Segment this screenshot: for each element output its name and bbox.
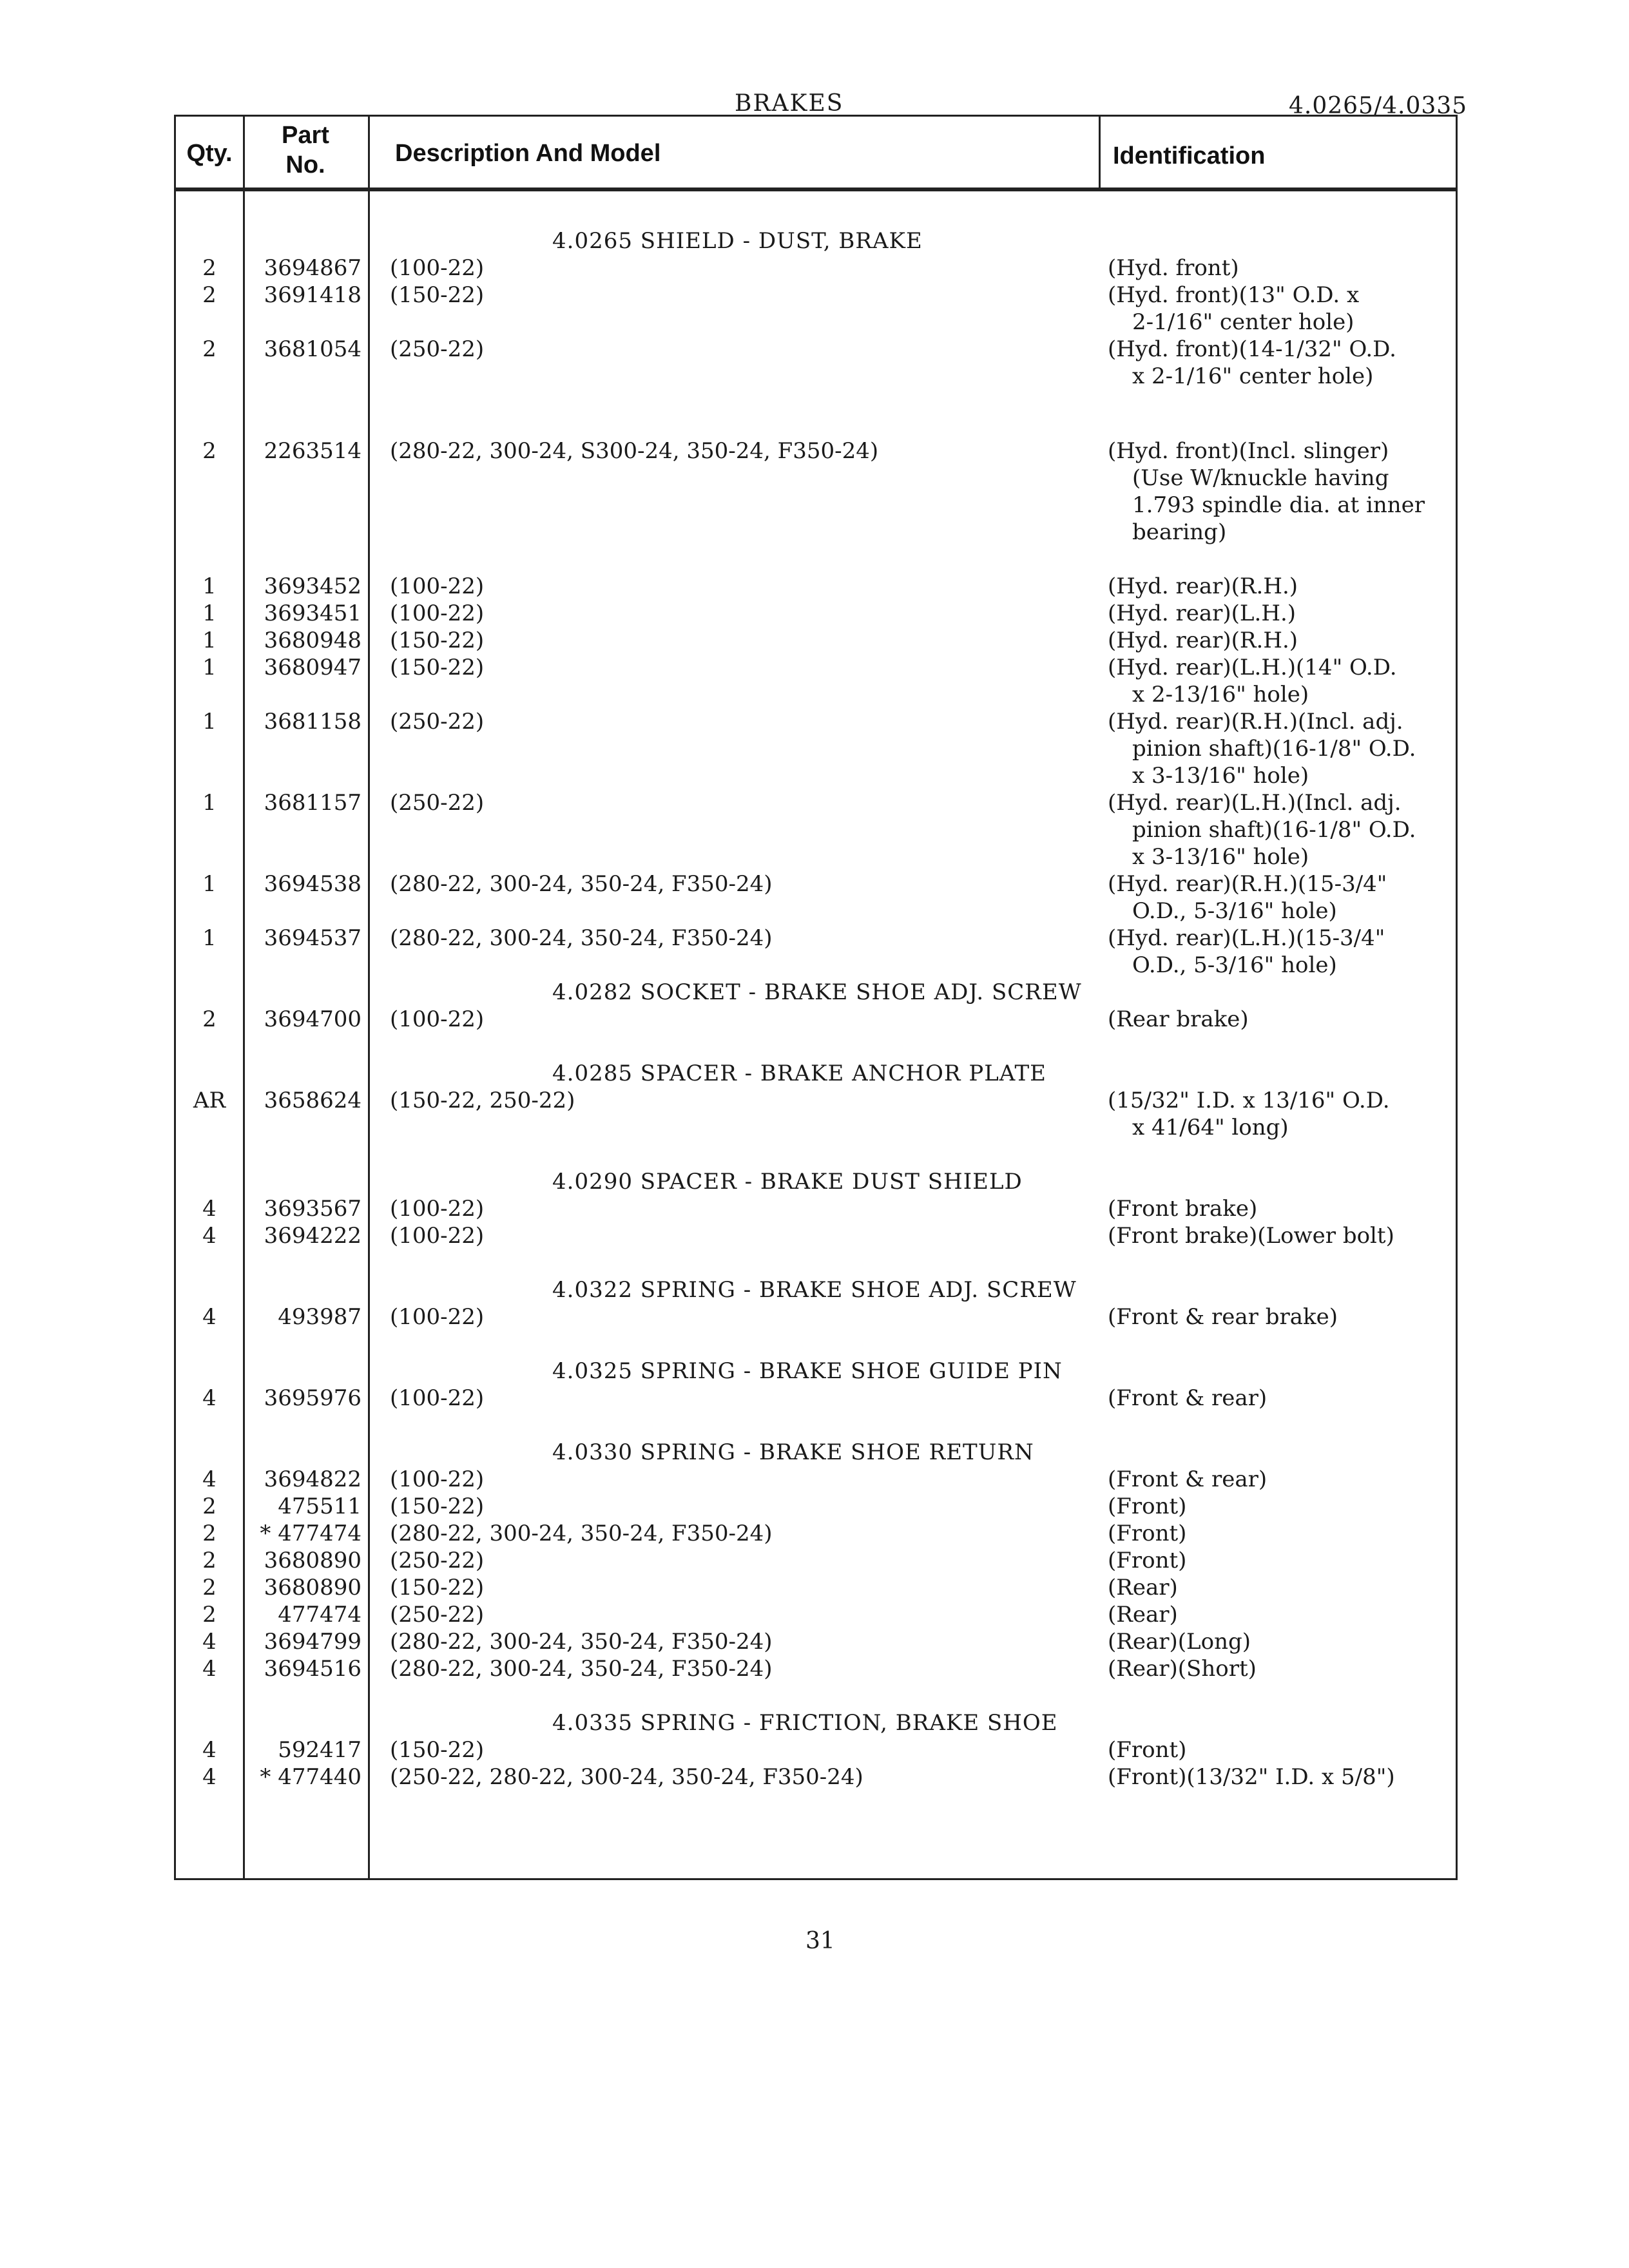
identification-continuation-row bbox=[176, 762, 1456, 789]
group-heading: 4.0330 SPRING - BRAKE SHOE RETURN bbox=[552, 1439, 1034, 1465]
identification-continuation-row bbox=[176, 681, 1456, 708]
part-no-cell: 3694799 bbox=[264, 1629, 361, 1655]
description-cell: (100-22) bbox=[390, 1196, 485, 1222]
identification-cell: O.D., 5-3/16" hole) bbox=[1132, 952, 1337, 978]
qty-cell: 2 bbox=[202, 1602, 217, 1628]
description-cell: (100-22) bbox=[390, 573, 485, 599]
group-heading-row bbox=[176, 1060, 1456, 1087]
qty-cell: 1 bbox=[202, 655, 217, 680]
description-cell: (280-22, 300-24, 350-24, F350-24) bbox=[390, 871, 773, 897]
part-no-cell: 3694700 bbox=[264, 1006, 361, 1032]
identification-cell: (Hyd. front)(14-1/32" O.D. bbox=[1108, 336, 1396, 362]
table-row bbox=[176, 1493, 1456, 1520]
qty-cell: 4 bbox=[202, 1737, 217, 1763]
qty-cell: 4 bbox=[202, 1764, 217, 1790]
part-no-cell: 3694538 bbox=[264, 871, 361, 897]
part-no-cell: 3694537 bbox=[264, 925, 361, 951]
identification-cell: (Rear brake) bbox=[1108, 1006, 1249, 1032]
identification-cell: (Front) bbox=[1108, 1548, 1187, 1573]
table-row bbox=[176, 870, 1456, 898]
group-heading-row bbox=[176, 1168, 1456, 1195]
table-row bbox=[176, 1763, 1456, 1791]
table-row bbox=[176, 1520, 1456, 1547]
identification-cell: x 3-13/16" hole) bbox=[1132, 763, 1309, 789]
description-cell: (280-22, 300-24, 350-24, F350-24) bbox=[390, 1521, 773, 1546]
qty-cell: 2 bbox=[202, 1006, 217, 1032]
group-heading: 4.0285 SPACER - BRAKE ANCHOR PLATE bbox=[552, 1061, 1046, 1086]
table-row bbox=[176, 1303, 1456, 1331]
table-row bbox=[176, 1466, 1456, 1493]
qty-cell: 2 bbox=[202, 438, 217, 464]
part-no-cell: 3693567 bbox=[264, 1196, 361, 1222]
section-code: 4.0265/4.0335 bbox=[1289, 93, 1468, 119]
identification-cell: (Hyd. rear)(R.H.)(15-3/4" bbox=[1108, 871, 1387, 897]
description-cell: (100-22) bbox=[390, 601, 485, 626]
identification-cell: 1.793 spindle dia. at inner bbox=[1132, 492, 1425, 518]
part-no-cell: 3680890 bbox=[264, 1548, 361, 1573]
table-row bbox=[176, 336, 1456, 363]
table-row bbox=[176, 1628, 1456, 1655]
description-cell: (250-22, 280-22, 300-24, 350-24, F350-24) bbox=[390, 1764, 863, 1790]
part-no-cell: 2263514 bbox=[264, 438, 361, 464]
identification-continuation-row bbox=[176, 816, 1456, 843]
qty-cell: 4 bbox=[202, 1304, 217, 1330]
qty-cell: 4 bbox=[202, 1629, 217, 1655]
part-no-cell: 592417 bbox=[278, 1737, 361, 1763]
table-row bbox=[176, 708, 1456, 735]
group-heading-row bbox=[176, 1709, 1456, 1736]
part-no-cell: 3693451 bbox=[264, 601, 361, 626]
table-row bbox=[176, 1601, 1456, 1628]
identification-cell: (Hyd. front)(Incl. slinger) bbox=[1108, 438, 1389, 464]
group-heading: 4.0290 SPACER - BRAKE DUST SHIELD bbox=[552, 1169, 1023, 1195]
description-cell: (150-22) bbox=[390, 1575, 485, 1600]
description-cell: (280-22, 300-24, 350-24, F350-24) bbox=[390, 925, 773, 951]
description-cell: (150-22) bbox=[390, 282, 485, 308]
table-row bbox=[176, 1736, 1456, 1763]
description-cell: (100-22) bbox=[390, 1385, 485, 1411]
table-row bbox=[176, 282, 1456, 309]
table-row bbox=[176, 1655, 1456, 1682]
identification-cell: x 41/64" long) bbox=[1132, 1115, 1289, 1140]
qty-cell: 2 bbox=[202, 282, 217, 308]
identification-cell: (Rear)(Short) bbox=[1108, 1656, 1257, 1682]
identification-cell: x 2-13/16" hole) bbox=[1132, 682, 1309, 707]
group-heading: 4.0265 SHIELD - DUST, BRAKE bbox=[552, 228, 923, 254]
part-no-cell: 3695976 bbox=[264, 1385, 361, 1411]
part-no-cell: 3680948 bbox=[264, 628, 361, 653]
part-no-cell: 3681054 bbox=[264, 336, 361, 362]
identification-cell: pinion shaft)(16-1/8" O.D. bbox=[1132, 817, 1416, 843]
identification-cell: (Hyd. rear)(R.H.) bbox=[1108, 573, 1298, 599]
identification-cell: (Rear) bbox=[1108, 1575, 1178, 1600]
identification-continuation-row bbox=[176, 363, 1456, 390]
qty-cell: 1 bbox=[202, 573, 217, 599]
qty-cell: 2 bbox=[202, 1575, 217, 1600]
identification-continuation-row bbox=[176, 898, 1456, 925]
identification-cell: (Front & rear brake) bbox=[1108, 1304, 1338, 1330]
identification-cell: (Use W/knuckle having bbox=[1132, 465, 1389, 491]
part-no-cell: 3694822 bbox=[264, 1466, 361, 1492]
identification-cell: (Hyd. rear)(R.H.)(Incl. adj. bbox=[1108, 709, 1403, 735]
identification-cell: (Front brake)(Lower bolt) bbox=[1108, 1223, 1394, 1249]
part-no-cell: * 477474 bbox=[260, 1521, 361, 1546]
identification-cell: (15/32" I.D. x 13/16" O.D. bbox=[1108, 1088, 1390, 1113]
identification-continuation-row bbox=[176, 735, 1456, 762]
qty-cell: AR bbox=[193, 1088, 226, 1113]
description-cell: (250-22) bbox=[390, 1548, 485, 1573]
description-cell: (150-22, 250-22) bbox=[390, 1088, 575, 1113]
qty-cell: 1 bbox=[202, 628, 217, 653]
table-row bbox=[176, 600, 1456, 627]
table-row bbox=[176, 1195, 1456, 1222]
qty-cell: 2 bbox=[202, 336, 217, 362]
table-row bbox=[176, 573, 1456, 600]
part-no-cell: 3694222 bbox=[264, 1223, 361, 1249]
part-no-cell: 493987 bbox=[278, 1304, 361, 1330]
table-row bbox=[176, 789, 1456, 816]
identification-cell: (Hyd. front) bbox=[1108, 255, 1239, 281]
description-cell: (280-22, 300-24, 350-24, F350-24) bbox=[390, 1656, 773, 1682]
qty-cell: 4 bbox=[202, 1466, 217, 1492]
identification-cell: (Hyd. front)(13" O.D. x bbox=[1108, 282, 1360, 308]
identification-cell: x 3-13/16" hole) bbox=[1132, 844, 1309, 870]
identification-continuation-row bbox=[176, 843, 1456, 870]
part-no-cell: 3693452 bbox=[264, 573, 361, 599]
qty-cell: 1 bbox=[202, 925, 217, 951]
part-no-cell: 3658624 bbox=[264, 1088, 361, 1113]
group-heading: 4.0335 SPRING - FRICTION, BRAKE SHOE bbox=[552, 1710, 1058, 1736]
description-cell: (100-22) bbox=[390, 1466, 485, 1492]
part-no-cell: 3680890 bbox=[264, 1575, 361, 1600]
identification-cell: (Hyd. rear)(L.H.) bbox=[1108, 601, 1296, 626]
part-no-cell: 3691418 bbox=[264, 282, 361, 308]
identification-cell: (Front) bbox=[1108, 1521, 1187, 1546]
qty-cell: 1 bbox=[202, 790, 217, 816]
description-cell: (150-22) bbox=[390, 1494, 485, 1519]
description-cell: (150-22) bbox=[390, 655, 485, 680]
qty-column-header: Qty. bbox=[186, 140, 233, 167]
qty-cell: 2 bbox=[202, 1494, 217, 1519]
description-cell: (100-22) bbox=[390, 1304, 485, 1330]
description-cell: (250-22) bbox=[390, 1602, 485, 1628]
description-cell: (100-22) bbox=[390, 1223, 485, 1249]
identification-cell: (Hyd. rear)(L.H.)(14" O.D. bbox=[1108, 655, 1397, 680]
group-heading: 4.0325 SPRING - BRAKE SHOE GUIDE PIN bbox=[552, 1358, 1063, 1384]
group-heading-row bbox=[176, 1276, 1456, 1303]
identification-cell: O.D., 5-3/16" hole) bbox=[1132, 898, 1337, 924]
identification-continuation-row bbox=[176, 492, 1456, 519]
table-row bbox=[176, 1222, 1456, 1249]
description-column-header: Description And Model bbox=[395, 140, 661, 167]
qty-cell: 1 bbox=[202, 601, 217, 626]
table-row bbox=[176, 627, 1456, 654]
identification-cell: (Hyd. rear)(R.H.) bbox=[1108, 628, 1298, 653]
part-no-cell: 3694516 bbox=[264, 1656, 361, 1682]
qty-cell: 1 bbox=[202, 871, 217, 897]
table-row bbox=[176, 437, 1456, 465]
qty-cell: 1 bbox=[202, 709, 217, 735]
description-cell: (280-22, 300-24, S300-24, 350-24, F350-24) bbox=[390, 438, 879, 464]
identification-cell: (Front & rear) bbox=[1108, 1466, 1268, 1492]
part-no-cell: 477474 bbox=[278, 1602, 361, 1628]
identification-cell: bearing) bbox=[1132, 519, 1227, 545]
group-heading-row bbox=[176, 1358, 1456, 1385]
group-heading-row bbox=[176, 1439, 1456, 1466]
table-row bbox=[176, 925, 1456, 952]
identification-cell: (Hyd. rear)(L.H.)(Incl. adj. bbox=[1108, 790, 1402, 816]
part-no-column-header bbox=[243, 120, 368, 180]
qty-cell: 2 bbox=[202, 1548, 217, 1573]
group-heading: 4.0322 SPRING - BRAKE SHOE ADJ. SCREW bbox=[552, 1277, 1077, 1303]
identification-cell: (Front) bbox=[1108, 1737, 1187, 1763]
section-title: BRAKES bbox=[735, 90, 844, 117]
identification-continuation-row bbox=[176, 1114, 1456, 1141]
qty-cell: 2 bbox=[202, 255, 217, 281]
table-row bbox=[176, 1087, 1456, 1114]
description-cell: (100-22) bbox=[390, 1006, 485, 1032]
qty-cell: 4 bbox=[202, 1656, 217, 1682]
table-row bbox=[176, 1385, 1456, 1412]
identification-continuation-row bbox=[176, 952, 1456, 979]
group-heading-row bbox=[176, 227, 1456, 255]
qty-cell: 4 bbox=[202, 1223, 217, 1249]
part-no-cell: 475511 bbox=[278, 1494, 361, 1519]
part-no-cell: 3680947 bbox=[264, 655, 361, 680]
page-number: 31 bbox=[805, 1928, 835, 1954]
parts-table bbox=[174, 115, 1458, 1880]
identification-cell: (Rear)(Long) bbox=[1108, 1629, 1251, 1655]
table-row bbox=[176, 1006, 1456, 1033]
part-no-cell: 3681157 bbox=[264, 790, 361, 816]
identification-column-header: Identification bbox=[1113, 142, 1266, 169]
table-row bbox=[176, 255, 1456, 282]
identification-continuation-row bbox=[176, 519, 1456, 546]
part-no-cell: 3681158 bbox=[264, 709, 361, 735]
identification-continuation-row bbox=[176, 309, 1456, 336]
table-row bbox=[176, 1574, 1456, 1601]
qty-cell: 2 bbox=[202, 1521, 217, 1546]
identification-cell: (Front)(13/32" I.D. x 5/8") bbox=[1108, 1764, 1395, 1790]
identification-continuation-row bbox=[176, 465, 1456, 492]
identification-cell: pinion shaft)(16-1/8" O.D. bbox=[1132, 736, 1416, 762]
qty-cell: 4 bbox=[202, 1385, 217, 1411]
identification-cell: (Front brake) bbox=[1108, 1196, 1258, 1222]
identification-cell: (Hyd. rear)(L.H.)(15-3/4" bbox=[1108, 925, 1385, 951]
description-cell: (150-22) bbox=[390, 628, 485, 653]
description-cell: (100-22) bbox=[390, 255, 485, 281]
column-divider bbox=[1099, 117, 1101, 187]
qty-cell: 4 bbox=[202, 1196, 217, 1222]
identification-cell: (Front) bbox=[1108, 1494, 1187, 1519]
description-cell: (280-22, 300-24, 350-24, F350-24) bbox=[390, 1629, 773, 1655]
table-row bbox=[176, 1547, 1456, 1574]
identification-cell: x 2-1/16" center hole) bbox=[1132, 363, 1374, 389]
identification-cell: (Rear) bbox=[1108, 1602, 1178, 1628]
header-rule bbox=[176, 187, 1456, 191]
description-cell: (250-22) bbox=[390, 336, 485, 362]
description-cell: (250-22) bbox=[390, 709, 485, 735]
description-cell: (150-22) bbox=[390, 1737, 485, 1763]
group-heading-row bbox=[176, 979, 1456, 1006]
identification-cell: 2-1/16" center hole) bbox=[1132, 309, 1354, 335]
description-cell: (250-22) bbox=[390, 790, 485, 816]
table-row bbox=[176, 654, 1456, 681]
part-no-cell: 3694867 bbox=[264, 255, 361, 281]
identification-cell: (Front & rear) bbox=[1108, 1385, 1268, 1411]
part-no-cell: * 477440 bbox=[260, 1764, 361, 1790]
part-no-header-text: Part No. bbox=[282, 122, 329, 178]
group-heading: 4.0282 SOCKET - BRAKE SHOE ADJ. SCREW bbox=[552, 979, 1082, 1005]
